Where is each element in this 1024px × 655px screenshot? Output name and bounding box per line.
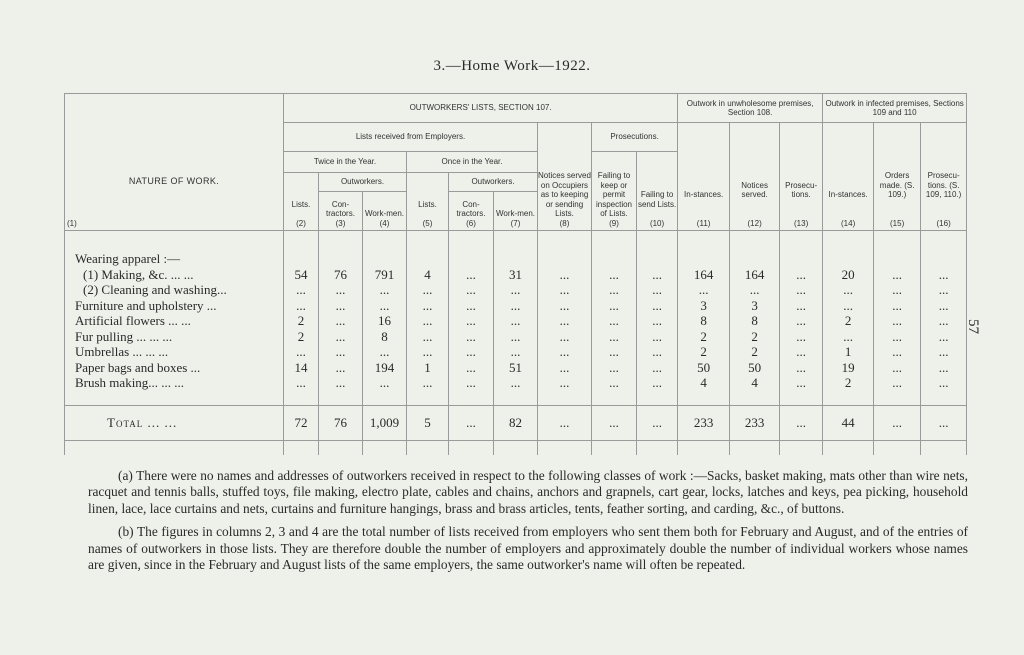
table-cell: ... xyxy=(449,329,494,345)
unwholesome-header: Outwork in unwholesome premises, Section 108. xyxy=(678,94,823,123)
table-cell: ... xyxy=(780,282,823,298)
table-cell: ... xyxy=(780,313,823,329)
table-cell xyxy=(592,251,637,267)
table-cell: 791 xyxy=(363,267,407,283)
table-cell: ... xyxy=(494,313,538,329)
table-cell: 1 xyxy=(823,344,874,360)
footnote-a: (a) There were no names and addresses of outworkers received in respect to the following classes of work :—Sacks, basket making, mats other than wire nets, racquet and tennis balls, stuffed toys, file making, electro plate, cables and chains, anchors and grapnels, cart gear, locks, latches and keys, pea picking, household linen, lace, lace curtains and nets, curtains and furniture hangings, brass and brass articles, tents, feather sorting, and carding, &c., of buttons. xyxy=(88,468,968,516)
table-cell: ... xyxy=(407,329,449,345)
failing-send-header: Failing to send Lists. (10) xyxy=(637,152,678,231)
table-cell: ... xyxy=(637,344,678,360)
table-row xyxy=(65,267,967,283)
table-cell: ... xyxy=(780,298,823,314)
table-cell: ... xyxy=(780,329,823,345)
table-cell: 19 xyxy=(823,360,874,376)
table-cell xyxy=(407,251,449,267)
table-cell: ... xyxy=(637,329,678,345)
table-cell: ... xyxy=(363,344,407,360)
table-cell: ... xyxy=(538,298,592,314)
outworkers-header-twice: Outworkers. xyxy=(319,173,407,192)
table-cell: 2 xyxy=(678,344,730,360)
table-cell: ... xyxy=(921,282,967,298)
table-row xyxy=(65,282,967,298)
table-cell: 31 xyxy=(494,267,538,283)
table-cell: ... xyxy=(449,405,494,440)
table-cell: ... xyxy=(637,282,678,298)
infected-header: Outwork in infected premises, Sections 109 and 110 xyxy=(823,94,967,123)
notices-served-header: Notices served. (12) xyxy=(730,123,780,231)
table-cell xyxy=(363,251,407,267)
table-cell: ... xyxy=(538,360,592,376)
row-label: Umbrellas ... ... ... xyxy=(65,344,284,360)
table-cell: ... xyxy=(823,282,874,298)
table-cell: ... xyxy=(592,329,637,345)
table-cell: ... xyxy=(637,298,678,314)
table-cell: 3 xyxy=(730,298,780,314)
table-cell: ... xyxy=(730,282,780,298)
table-cell: ... xyxy=(407,344,449,360)
table-cell xyxy=(637,251,678,267)
table-cell: ... xyxy=(449,344,494,360)
table-cell: ... xyxy=(874,329,921,345)
table-cell: ... xyxy=(319,360,363,376)
table-cell: ... xyxy=(407,375,449,391)
table-cell: 8 xyxy=(730,313,780,329)
table-cell: ... xyxy=(319,375,363,391)
table-cell: ... xyxy=(449,267,494,283)
row-label: Brush making... ... ... xyxy=(65,375,284,391)
row-label: Fur pulling ... ... ... xyxy=(65,329,284,345)
table-cell: ... xyxy=(284,298,319,314)
table-cell: ... xyxy=(921,360,967,376)
row-label: Paper bags and boxes ... xyxy=(65,360,284,376)
table-cell: 3 xyxy=(678,298,730,314)
table-cell xyxy=(874,251,921,267)
table-cell: 164 xyxy=(730,267,780,283)
table-row xyxy=(65,344,967,360)
table-cell: ... xyxy=(874,405,921,440)
notices-occupiers-header: Notices served on Occupiers as to keeping or sending Lists. (8) xyxy=(538,123,592,231)
table-cell: ... xyxy=(363,298,407,314)
table-cell: 76 xyxy=(319,267,363,283)
table-cell: ... xyxy=(494,329,538,345)
table-cell: 51 xyxy=(494,360,538,376)
table-cell: ... xyxy=(921,267,967,283)
table-cell: ... xyxy=(921,329,967,345)
lists-received-header: Lists received from Employers. xyxy=(284,123,538,152)
table-cell: 54 xyxy=(284,267,319,283)
table-row xyxy=(65,298,967,314)
table-cell: ... xyxy=(449,375,494,391)
table-cell: 194 xyxy=(363,360,407,376)
workmen-header-7: Work-men. (7) xyxy=(494,192,538,231)
table-cell: 44 xyxy=(823,405,874,440)
total-row xyxy=(65,405,967,440)
lists-header-5: Lists. (5) xyxy=(407,173,449,231)
table-cell: 76 xyxy=(319,405,363,440)
table-cell: 1,009 xyxy=(363,405,407,440)
once-header: Once in the Year. xyxy=(407,152,538,173)
table-cell: ... xyxy=(284,282,319,298)
orders-made-header: Orders made. (S. 109.) (15) xyxy=(874,123,921,231)
table-cell: ... xyxy=(494,282,538,298)
table-cell: ... xyxy=(637,313,678,329)
table-cell: ... xyxy=(319,329,363,345)
table-cell xyxy=(921,251,967,267)
table-cell: ... xyxy=(678,282,730,298)
footnote-b: (b) The figures in columns 2, 3 and 4 are the total number of lists received from employers who sent them both for February and August, and of the entries of names of outworkers in those lists. They are therefore double the number of employers and approximately double the number of individual workers whose names are given, since in the February and August lists of the same employers, the same outworker's name will often be repeated. xyxy=(88,524,968,573)
table-cell: ... xyxy=(921,344,967,360)
table-cell xyxy=(449,251,494,267)
table-cell: 4 xyxy=(678,375,730,391)
table-cell: ... xyxy=(874,282,921,298)
table-cell: 82 xyxy=(494,405,538,440)
table-cell: ... xyxy=(592,298,637,314)
table-cell: ... xyxy=(407,313,449,329)
home-work-table xyxy=(64,93,967,455)
row-label: Wearing apparel :— xyxy=(65,251,284,267)
table-cell: ... xyxy=(363,282,407,298)
table-cell: ... xyxy=(538,267,592,283)
table-cell: ... xyxy=(592,405,637,440)
contractors-header-3: Con-tractors. (3) xyxy=(319,192,363,231)
contractors-header-6: Con-tractors. (6) xyxy=(449,192,494,231)
table-cell: ... xyxy=(780,360,823,376)
table-cell xyxy=(678,251,730,267)
table-cell: 2 xyxy=(730,344,780,360)
table-cell: ... xyxy=(449,282,494,298)
row-label: (1) Making, &c. ... ... xyxy=(65,267,284,283)
table-cell xyxy=(730,251,780,267)
failing-keep-header: Failing to keep or permit inspection of Lists. (9) xyxy=(592,152,637,231)
table-cell: ... xyxy=(823,329,874,345)
outworkers-header-once: Outworkers. xyxy=(449,173,538,192)
table-cell: ... xyxy=(538,282,592,298)
prosecutions-header-13: Prosecu-tions. (13) xyxy=(780,123,823,231)
table-cell: ... xyxy=(363,375,407,391)
table-cell: 5 xyxy=(407,405,449,440)
instances-header-11: In-stances. (11) xyxy=(678,123,730,231)
table-cell: ... xyxy=(538,375,592,391)
table-cell: ... xyxy=(592,375,637,391)
table-cell: ... xyxy=(637,267,678,283)
table-cell: ... xyxy=(823,298,874,314)
table-cell: ... xyxy=(592,360,637,376)
table-cell: ... xyxy=(921,405,967,440)
table-cell: ... xyxy=(284,375,319,391)
table-cell: ... xyxy=(592,282,637,298)
table-cell: 164 xyxy=(678,267,730,283)
table-cell: ... xyxy=(538,405,592,440)
table-cell: ... xyxy=(449,313,494,329)
table-cell: 2 xyxy=(284,329,319,345)
row-label: Total ... ... xyxy=(65,405,284,440)
table-cell: ... xyxy=(637,360,678,376)
table-row xyxy=(65,375,967,391)
table-cell xyxy=(780,251,823,267)
table-cell: ... xyxy=(780,405,823,440)
table-cell xyxy=(284,251,319,267)
table-row xyxy=(65,329,967,345)
workmen-header-4: Work-men. (4) xyxy=(363,192,407,231)
table-cell: ... xyxy=(449,360,494,376)
table-cell: 8 xyxy=(678,313,730,329)
table-cell: ... xyxy=(637,405,678,440)
row-label: Furniture and upholstery ... xyxy=(65,298,284,314)
prosecutions-header: Prosecutions. xyxy=(592,123,678,152)
table-cell: ... xyxy=(407,282,449,298)
table-cell: ... xyxy=(874,267,921,283)
table-cell: 2 xyxy=(284,313,319,329)
table-cell: ... xyxy=(874,298,921,314)
table-cell: 4 xyxy=(730,375,780,391)
table-cell xyxy=(823,251,874,267)
table-cell: ... xyxy=(874,375,921,391)
table-cell xyxy=(538,251,592,267)
nature-of-work-header: NATURE OF WORK. (1) xyxy=(65,94,284,231)
table-cell xyxy=(319,251,363,267)
table-cell: 1 xyxy=(407,360,449,376)
table-cell: 2 xyxy=(823,375,874,391)
table-cell: ... xyxy=(319,344,363,360)
table-cell: ... xyxy=(921,375,967,391)
table-cell: 50 xyxy=(730,360,780,376)
table-cell: 2 xyxy=(823,313,874,329)
table-cell: 50 xyxy=(678,360,730,376)
table-cell: ... xyxy=(592,313,637,329)
table-cell: ... xyxy=(592,344,637,360)
table-cell: ... xyxy=(780,375,823,391)
table-cell: ... xyxy=(780,344,823,360)
table-cell: ... xyxy=(319,298,363,314)
table-row xyxy=(65,360,967,376)
table-cell: ... xyxy=(407,298,449,314)
table-row xyxy=(65,251,967,267)
table-cell: ... xyxy=(319,282,363,298)
table-cell: ... xyxy=(780,267,823,283)
outworkers-lists-header: OUTWORKERS' LISTS, SECTION 107. xyxy=(284,94,678,123)
footnotes xyxy=(88,468,968,580)
table-cell: ... xyxy=(538,313,592,329)
table-cell: 16 xyxy=(363,313,407,329)
page-number: 57 xyxy=(965,319,981,334)
table-cell: ... xyxy=(921,313,967,329)
table-cell: ... xyxy=(494,375,538,391)
table-cell: 2 xyxy=(678,329,730,345)
table-cell: 8 xyxy=(363,329,407,345)
row-label: Artificial flowers ... ... xyxy=(65,313,284,329)
row-label: (2) Cleaning and washing... xyxy=(65,282,284,298)
table-cell: ... xyxy=(319,313,363,329)
table-cell: ... xyxy=(592,267,637,283)
page-title: 3.—Home Work—1922. xyxy=(433,58,591,74)
table-cell xyxy=(494,251,538,267)
table-cell: ... xyxy=(538,329,592,345)
table-cell: 2 xyxy=(730,329,780,345)
lists-header-2: Lists. (2) xyxy=(284,173,319,231)
table-cell: ... xyxy=(449,298,494,314)
table-cell: ... xyxy=(494,298,538,314)
twice-header: Twice in the Year. xyxy=(284,152,407,173)
table-row xyxy=(65,313,967,329)
table-cell: ... xyxy=(494,344,538,360)
table-cell: ... xyxy=(921,298,967,314)
table-cell: ... xyxy=(637,375,678,391)
table-cell: 4 xyxy=(407,267,449,283)
table-cell: ... xyxy=(538,344,592,360)
table-cell: ... xyxy=(874,344,921,360)
table-cell: 72 xyxy=(284,405,319,440)
instances-header-14: In-stances. (14) xyxy=(823,123,874,231)
table-cell: ... xyxy=(874,313,921,329)
table-cell: ... xyxy=(874,360,921,376)
table-cell: 14 xyxy=(284,360,319,376)
prosecutions-s-header: Prosecu-tions. (S. 109, 110.) (16) xyxy=(921,123,967,231)
table-cell: 20 xyxy=(823,267,874,283)
table-cell: 233 xyxy=(730,405,780,440)
table-cell: 233 xyxy=(678,405,730,440)
table-cell: ... xyxy=(284,344,319,360)
